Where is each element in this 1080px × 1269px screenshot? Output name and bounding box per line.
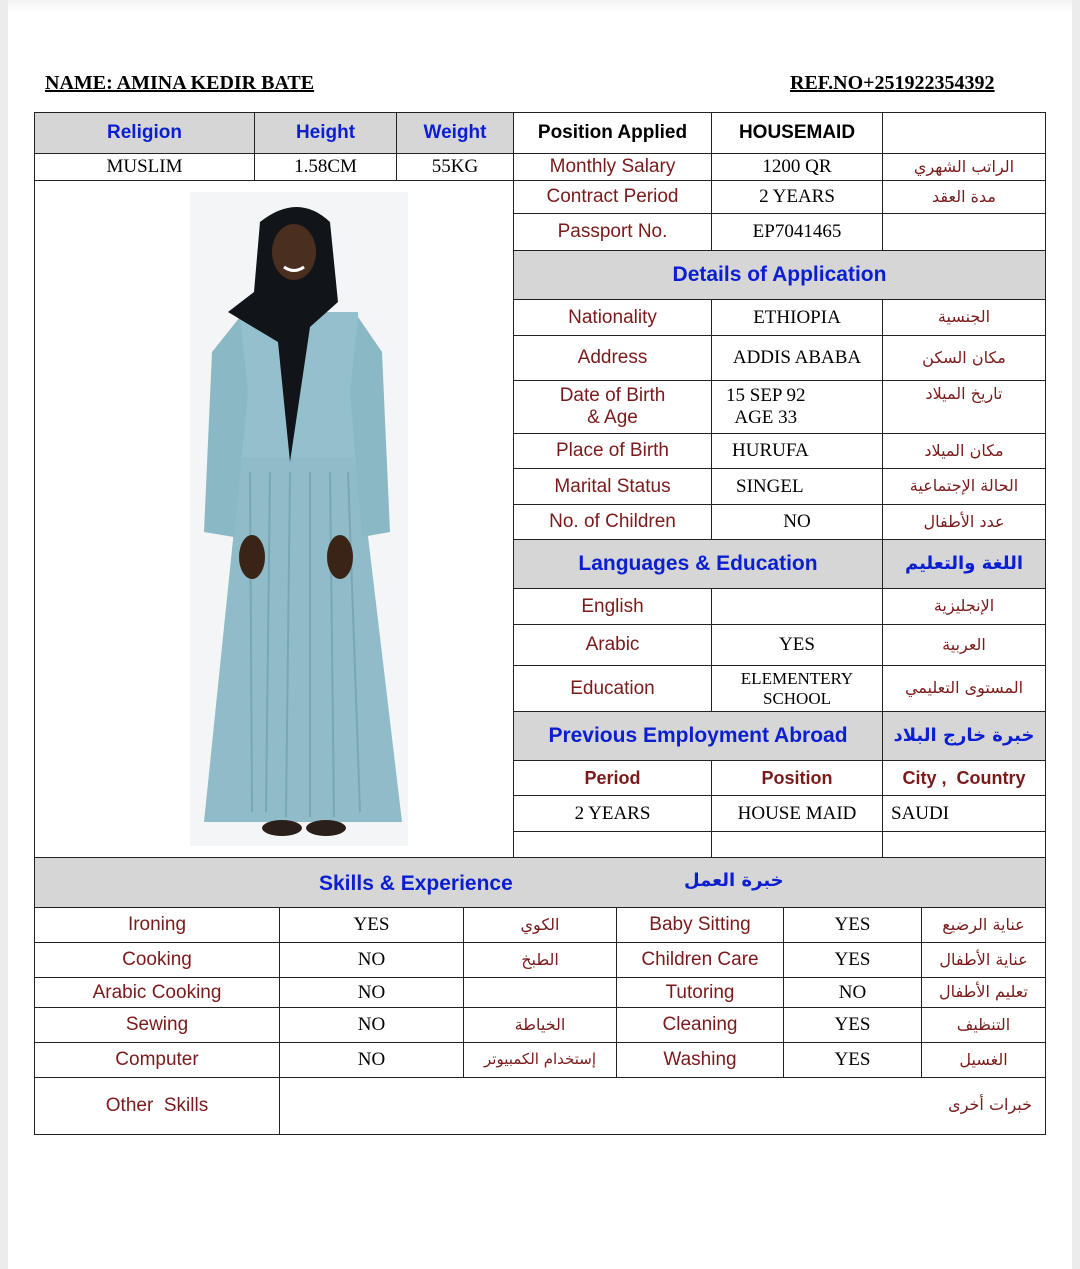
nationality-label: Nationality [513, 299, 712, 336]
children-label: No. of Children [513, 504, 712, 540]
education-value: ELEMENTERY SCHOOL [711, 665, 883, 712]
skill-computer-label: Computer [34, 1042, 280, 1078]
skill-computer-value: NO [279, 1042, 464, 1078]
page-edge-left [0, 0, 8, 1269]
employment-country-value: SAUDI [882, 795, 1046, 832]
english-value [711, 588, 883, 625]
employment-period-empty [513, 831, 712, 858]
position-arabic-cell [882, 112, 1046, 154]
section-application-header: Details of Application [513, 250, 1046, 300]
dob-arabic: تاريخ الميلاد [882, 380, 1046, 434]
skill-computer-arabic: إستخدام الكمبيوتر [463, 1042, 617, 1078]
skill-cooking-value: NO [279, 942, 464, 978]
height-value: 1.58CM [254, 153, 397, 181]
arabic-label: Arabic [513, 624, 712, 666]
monthly-salary-value: 1200 QR [711, 153, 883, 181]
skill-children-care-label: Children Care [616, 942, 784, 978]
employment-position-header: Position [711, 760, 883, 796]
skill-washing-value: YES [783, 1042, 922, 1078]
reference-number: REF.NO+251922354392 [790, 72, 995, 94]
cv-table [34, 112, 1046, 1135]
religion-value: MUSLIM [34, 153, 255, 181]
skill-baby-sitting-value: YES [783, 907, 922, 943]
section-languages-header: Languages & Education [513, 539, 883, 589]
position-applied-label: Position Applied [513, 112, 712, 154]
skill-washing-label: Washing [616, 1042, 784, 1078]
skill-cooking-label: Cooking [34, 942, 280, 978]
skill-sewing-label: Sewing [34, 1007, 280, 1043]
skill-children-care-arabic: عناية الأطفال [921, 942, 1046, 978]
place-of-birth-value: HURUFA [711, 433, 883, 469]
section-skills-bar [34, 857, 1046, 908]
employment-period-value: 2 YEARS [513, 795, 712, 832]
skill-arabic-cooking-value: NO [279, 977, 464, 1008]
page-edge-right [1072, 0, 1080, 1269]
position-applied-value: HOUSEMAID [711, 112, 883, 154]
english-arabic: الإنجليزية [882, 588, 1046, 625]
marital-status-label: Marital Status [513, 468, 712, 505]
dob-value: 15 SEP 92 AGE 33 [711, 380, 883, 434]
other-skills-value [279, 1077, 1046, 1135]
skill-baby-sitting-arabic: عناية الرضيع [921, 907, 1046, 943]
section-skills-arabic: خبرة العمل [684, 870, 784, 891]
arabic-arabic: العربية [882, 624, 1046, 666]
contract-period-label: Contract Period [513, 180, 712, 214]
skill-arabic-cooking-arabic [463, 977, 617, 1008]
employment-period-header: Period [513, 760, 712, 796]
skill-sewing-arabic: الخياطة [463, 1007, 617, 1043]
section-employment-arabic: خبرة خارج البلاد [882, 711, 1046, 761]
skill-ironing-label: Ironing [34, 907, 280, 943]
skill-sewing-value: NO [279, 1007, 464, 1043]
passport-arabic [882, 213, 1046, 251]
marital-status-value: SINGEL [711, 468, 883, 505]
dob-label: Date of Birth & Age [513, 380, 712, 434]
monthly-salary-label: Monthly Salary [513, 153, 712, 181]
address-value: ADDIS ABABA [711, 335, 883, 381]
children-arabic: عدد الأطفال [882, 504, 1046, 540]
passport-label: Passport No. [513, 213, 712, 251]
weight-header: Weight [396, 112, 514, 154]
place-of-birth-label: Place of Birth [513, 433, 712, 469]
place-of-birth-arabic: مكان الميلاد [882, 433, 1046, 469]
arabic-value: YES [711, 624, 883, 666]
weight-value: 55KG [396, 153, 514, 181]
skill-tutoring-label: Tutoring [616, 977, 784, 1008]
employment-country-empty [882, 831, 1046, 858]
skill-cleaning-label: Cleaning [616, 1007, 784, 1043]
address-label: Address [513, 335, 712, 381]
page-top-shade [8, 0, 1072, 12]
religion-header: Religion [34, 112, 255, 154]
passport-value: EP7041465 [711, 213, 883, 251]
employment-position-empty [711, 831, 883, 858]
skill-baby-sitting-label: Baby Sitting [616, 907, 784, 943]
other-skills-label: Other Skills [34, 1077, 280, 1135]
skill-ironing-arabic: الكوي [463, 907, 617, 943]
skill-children-care-value: YES [783, 942, 922, 978]
skill-tutoring-value: NO [783, 977, 922, 1008]
nationality-arabic: الجنسية [882, 299, 1046, 336]
other-skills-arabic: خبرات أخرى [948, 1095, 1032, 1114]
person-figure-icon [190, 192, 408, 846]
section-skills-header: Skills & Experience [319, 872, 513, 895]
education-arabic: المستوى التعليمي [882, 665, 1046, 712]
skill-washing-arabic: الغسيل [921, 1042, 1046, 1078]
skill-cleaning-arabic: التنظيف [921, 1007, 1046, 1043]
nationality-value: ETHIOPIA [711, 299, 883, 336]
english-label: English [513, 588, 712, 625]
candidate-name: NAME: AMINA KEDIR BATE [45, 72, 315, 94]
candidate-photo [190, 192, 408, 846]
section-languages-arabic: اللغة والتعليم [882, 539, 1046, 589]
skill-arabic-cooking-label: Arabic Cooking [34, 977, 280, 1008]
skill-cooking-arabic: الطبخ [463, 942, 617, 978]
monthly-salary-arabic: الراتب الشهري [882, 153, 1046, 181]
children-value: NO [711, 504, 883, 540]
employment-country-header: City , Country [882, 760, 1046, 796]
skill-tutoring-arabic: تعليم الأطفال [921, 977, 1046, 1008]
contract-period-value: 2 YEARS [711, 180, 883, 214]
marital-status-arabic: الحالة الإجتماعية [882, 468, 1046, 505]
address-arabic: مكان السكن [882, 335, 1046, 381]
contract-period-arabic: مدة العقد [882, 180, 1046, 214]
section-employment-header: Previous Employment Abroad [513, 711, 883, 761]
height-header: Height [254, 112, 397, 154]
skill-ironing-value: YES [279, 907, 464, 943]
employment-position-value: HOUSE MAID [711, 795, 883, 832]
skill-cleaning-value: YES [783, 1007, 922, 1043]
education-label: Education [513, 665, 712, 712]
